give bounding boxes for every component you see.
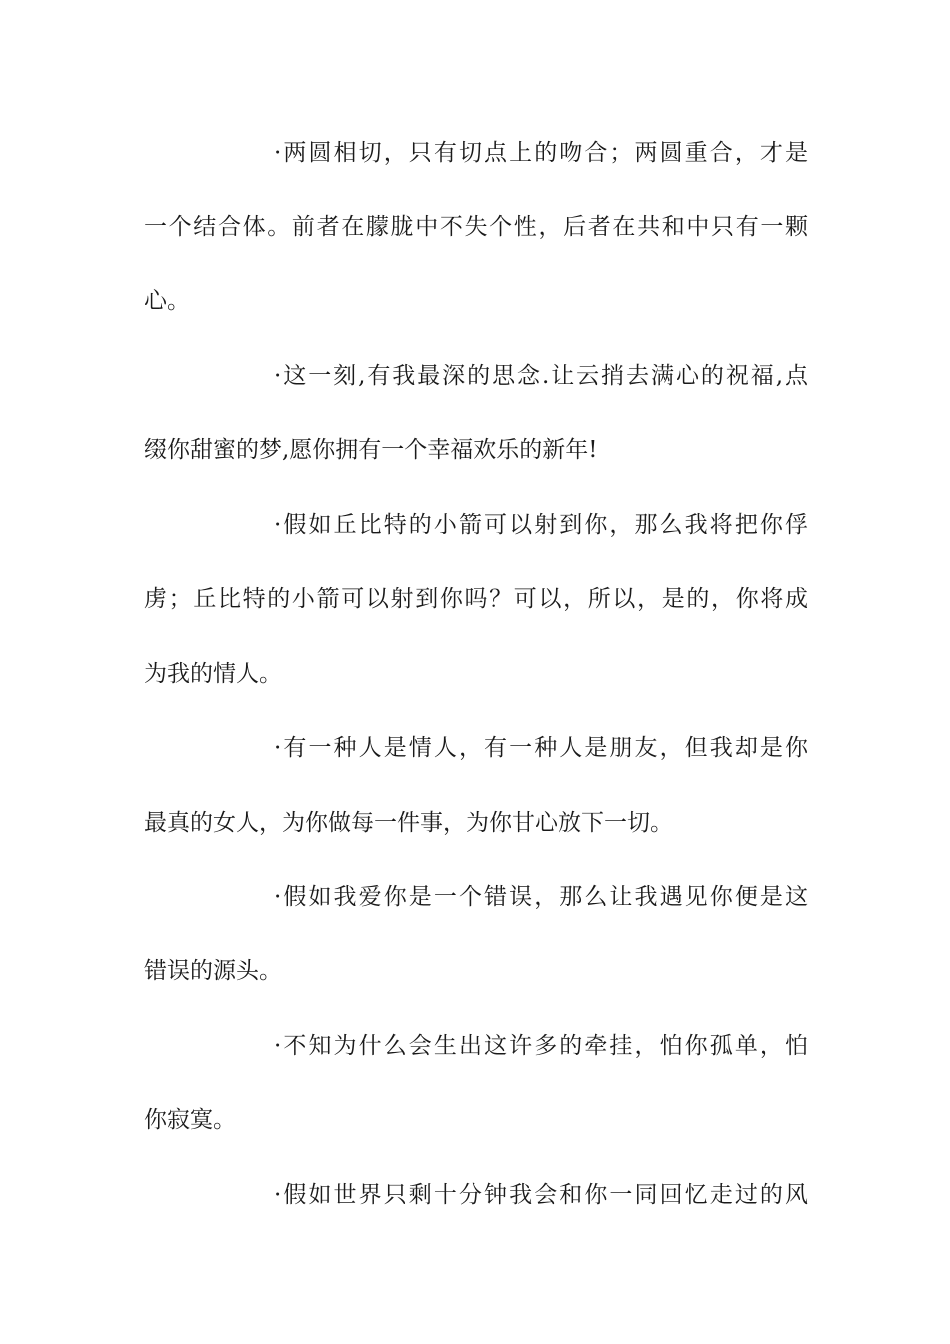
paragraph-5-line-2: 错误的源头。 [144,958,282,984]
paragraph-4-line-1: ·有一种人是情人，有一种人是朋友，但我却是你 [274,735,808,761]
paragraph-1-line-2: 一个结合体。前者在朦胧中不失个性，后者在共和中只有一颗 [144,214,808,240]
paragraph-5-line-1: ·假如我爱你是一个错误，那么让我遇见你便是这 [274,884,808,910]
paragraph-4-line-2: 最真的女人，为你做每一件事，为你甘心放下一切。 [144,810,673,836]
paragraph-1-line-3: 心。 [144,288,190,314]
paragraph-1-line-1: ·两圆相切，只有切点上的吻合；两圆重合，才是 [274,140,808,166]
paragraph-3-line-2: 虏；丘比特的小箭可以射到你吗？可以，所以，是的，你将成 [144,586,808,612]
paragraph-6-line-2: 你寂寞。 [144,1107,236,1133]
paragraph-2-line-2: 缀你甜蜜的梦,愿你拥有一个幸福欢乐的新年! [144,437,598,463]
paragraph-3-line-1: ·假如丘比特的小箭可以射到你，那么我将把你俘 [274,512,808,538]
paragraph-6-line-1: ·不知为什么会生出这许多的牵挂，怕你孤单，怕 [274,1033,808,1059]
paragraph-3-line-3: 为我的情人。 [144,661,282,687]
paragraph-2-line-1: ·这一刻,有我最深的思念.让云捎去满心的祝福,点 [274,363,808,389]
paragraph-7-line-1: ·假如世界只剩十分钟我会和你一同回忆走过的风 [274,1182,808,1208]
